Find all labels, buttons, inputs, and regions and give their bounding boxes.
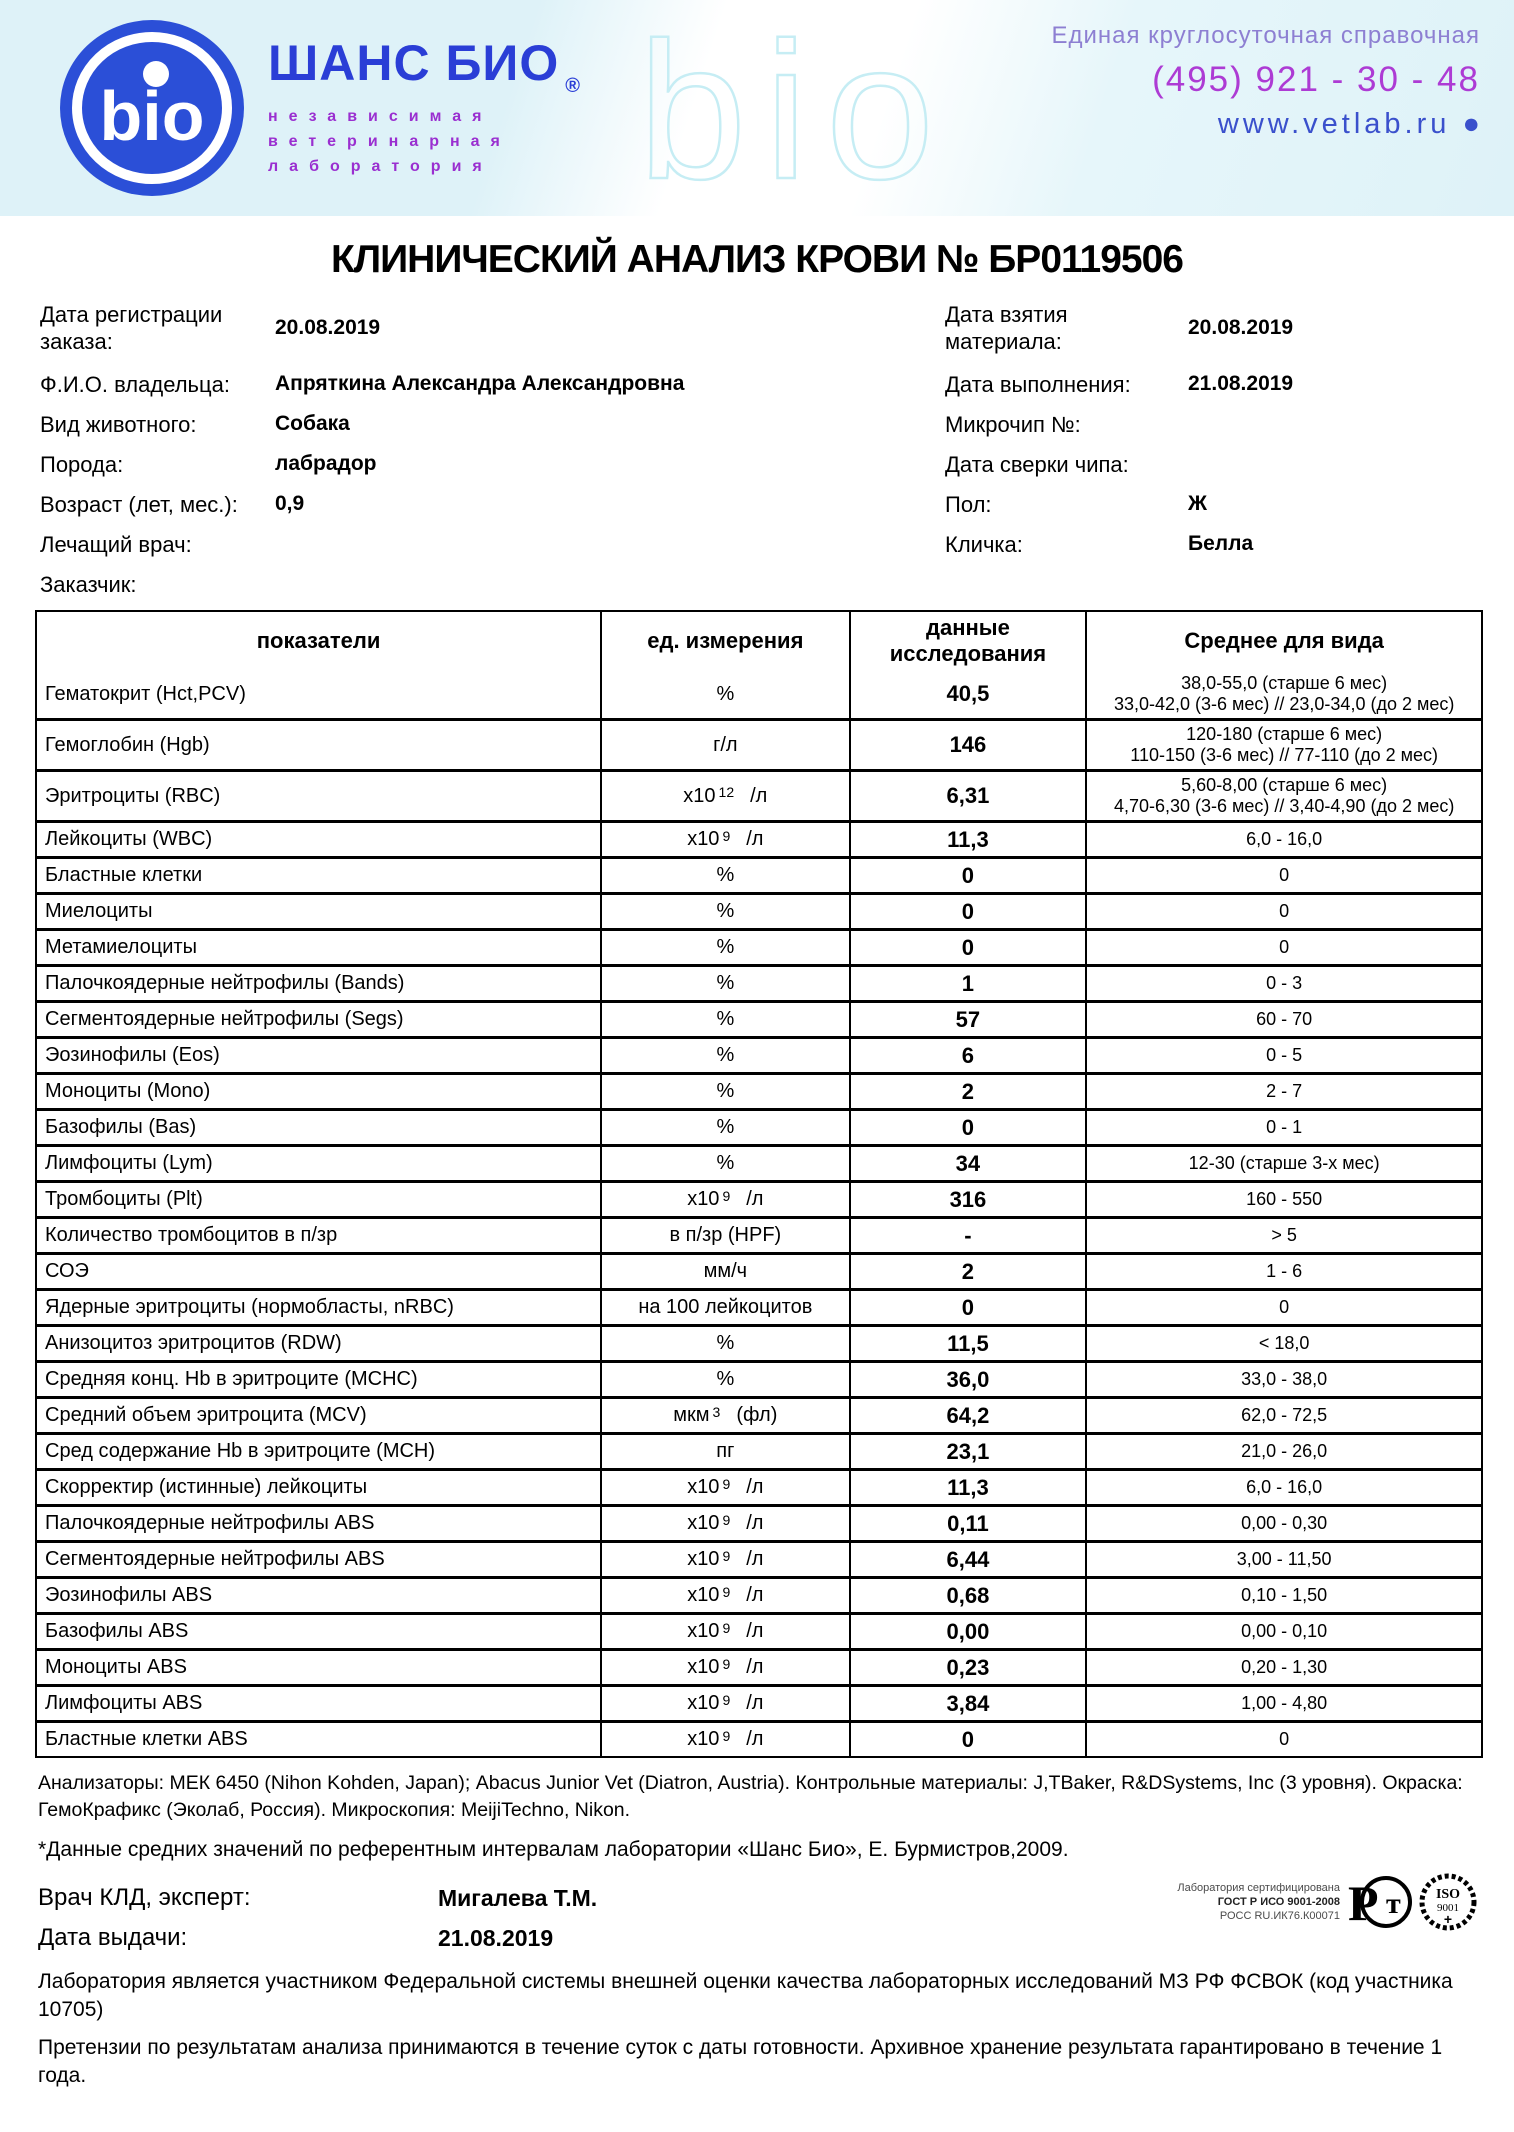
result-value-cell: 1 (849, 967, 1086, 1000)
reference-range-cell: 21,0 - 26,0 (1085, 1435, 1481, 1468)
indicator-name-cell: Базофилы ABS (45, 1620, 189, 1642)
indicator-name-cell: Сред содержание Hb в эритроците (MCH) (45, 1440, 436, 1462)
result-value-cell: 0,23 (849, 1651, 1086, 1684)
unit-cell: % (600, 1327, 848, 1360)
reference-range-cell: 6,0 - 16,0 (1085, 1471, 1481, 1504)
reference-range-cell: 3,00 - 11,50 (1085, 1543, 1481, 1576)
table-row (37, 1360, 1481, 1396)
info-value: Апряткина Александра Александровна (275, 372, 685, 395)
indicator-name-cell: СОЭ (45, 1260, 89, 1282)
indicator-name-cell: Эозинофилы ABS (45, 1584, 213, 1606)
indicator-name-cell: Метамиелоциты (45, 936, 197, 958)
indicator-name-cell: Эритроциты (RBC) (45, 784, 221, 807)
analyzers-note: Анализаторы: МЕК 6450 (Nihon Kohden, Japan); Abacus Junior Vet (Diatron, Austria). Контрольные материалы: J,TBaker, R&DSystems, Inc (3 уровня). Окраска: ГемоКрафикс (Эколаб, Россия). Микроскопия: MeijiTechno, Nikon. (38, 1772, 1463, 1821)
reference-range-cell: < 18,0 (1085, 1327, 1481, 1360)
info-row (40, 364, 945, 404)
header-banner (0, 0, 1514, 216)
result-value-cell: 34 (849, 1147, 1086, 1180)
reference-range-cell: 62,0 - 72,5 (1085, 1399, 1481, 1432)
table-row (37, 1720, 1481, 1756)
website-link: www.vetlab.ru ● (1217, 108, 1480, 140)
info-label: Кличка: (945, 531, 1023, 557)
table-row (37, 1540, 1481, 1576)
header-units: ед. измерения (600, 612, 848, 670)
table-row (37, 769, 1481, 820)
tagline-line: ветеринарная (268, 133, 511, 150)
fsvok-participation-note: Лаборатория является участником Федеральной системы внешней оценки качества лабораторных исследований МЗ РФ ФСВОК (код участника 10705) (38, 1970, 1453, 2021)
info-row (945, 404, 1484, 444)
info-value: Собака (275, 412, 350, 435)
doctor-name: Мигалева Т.М. (438, 1884, 598, 1911)
info-label: Дата сверки чипа: (945, 451, 1129, 477)
result-value-cell: 146 (849, 721, 1086, 769)
result-value-cell: 0 (849, 895, 1086, 928)
info-value: 20.08.2019 (275, 316, 381, 339)
table-row (37, 1504, 1481, 1540)
reference-range-cell: > 5 (1085, 1219, 1481, 1252)
result-value-cell: 57 (849, 1003, 1086, 1036)
result-value-cell: 11,3 (849, 823, 1086, 856)
indicator-name-cell: Моноциты (Mono) (45, 1080, 211, 1102)
indicator-name-cell: Скорректир (истинные) лейкоциты (45, 1476, 368, 1498)
info-value: Белла (1188, 532, 1254, 555)
info-label: Дата взятия материала: (945, 302, 1068, 354)
patient-info-section (0, 282, 1514, 604)
result-value-cell: 316 (849, 1183, 1086, 1216)
result-value-cell: 3,84 (849, 1687, 1086, 1720)
table-body (37, 670, 1481, 1756)
claims-storage-note: Претензии по результатам анализа принимаются в течение суток с даты готовности. Архивное хранение результата гарантировано в течение 1 года. (38, 2036, 1443, 2087)
unit-cell: % (600, 1039, 848, 1072)
reference-range-cell: 6,0 - 16,0 (1085, 823, 1481, 856)
indicator-name-cell: Гемоглобин (Hgb) (45, 733, 210, 756)
result-value-cell: 2 (849, 1255, 1086, 1288)
reference-range-cell: 0 - 1 (1085, 1111, 1481, 1144)
indicator-name-cell: Ядерные эритроциты (нормобласты, nRBC) (45, 1296, 454, 1318)
table-row (37, 1612, 1481, 1648)
reference-range-cell: 2 - 7 (1085, 1075, 1481, 1108)
reference-range-cell: 0,10 - 1,50 (1085, 1579, 1481, 1612)
result-value-cell: 11,3 (849, 1471, 1086, 1504)
cert-line: Лаборатория сертифицирована (1177, 1882, 1340, 1894)
unit-cell: х10 $^9$ /л (600, 1615, 848, 1648)
indicator-name-cell: Палочкоядерные нейтрофилы (Bands) (45, 972, 405, 994)
info-label: Дата регистрации заказа: (40, 302, 223, 354)
reference-range-cell: 0 - 3 (1085, 967, 1481, 1000)
table-header-row (37, 612, 1481, 670)
brand-tagline (268, 104, 580, 179)
svg-text:Р: Р (1348, 1875, 1379, 1931)
table-row (37, 1108, 1481, 1144)
indicator-name-cell: Тромбоциты (Plt) (45, 1188, 203, 1210)
info-row (40, 524, 945, 564)
table-row (37, 1000, 1481, 1036)
result-value-cell: 0 (849, 1291, 1086, 1324)
info-row (40, 404, 945, 444)
unit-cell: мм/ч (600, 1255, 848, 1288)
table-row (37, 1144, 1481, 1180)
indicator-name-cell: Гематокрит (Hct,PCV) (45, 682, 246, 705)
svg-text:+: + (1443, 1911, 1453, 1927)
reference-range-cell: 0,00 - 0,30 (1085, 1507, 1481, 1540)
reference-range-cell: 0 - 5 (1085, 1039, 1481, 1072)
indicator-name-cell: Средняя конц. Hb в эритроците (MCHC) (45, 1368, 418, 1390)
cert-line: РОСС RU.ИК76.К00071 (1219, 1910, 1340, 1922)
unit-cell: х10 $^9$ /л (600, 1579, 848, 1612)
indicator-name-cell: Базофилы (Bas) (45, 1116, 197, 1138)
result-value-cell: 64,2 (849, 1399, 1086, 1432)
info-label: Порода: (40, 451, 124, 477)
reference-range-cell: 0 (1085, 1723, 1481, 1756)
page-title: КЛИНИЧЕСКИЙ АНАЛИЗ КРОВИ № БР0119506 (330, 238, 1183, 281)
result-value-cell: 2 (849, 1075, 1086, 1108)
result-value-cell: 11,5 (849, 1327, 1086, 1360)
info-row (945, 292, 1484, 364)
result-value-cell: 0 (849, 1111, 1086, 1144)
tagline-line: лаборатория (268, 158, 493, 175)
info-label: Пол: (945, 491, 992, 517)
unit-cell: пг (600, 1435, 848, 1468)
brand-name: ШАНС БИО (268, 35, 560, 91)
result-value-cell: 0,00 (849, 1615, 1086, 1648)
certification-block (1177, 1872, 1478, 1932)
table-row (37, 856, 1481, 892)
unit-cell: % (600, 895, 848, 928)
indicator-name-cell: Эозинофилы (Eos) (45, 1044, 220, 1066)
table-row (37, 964, 1481, 1000)
reference-range-cell: 120-180 (старше 6 мес) 110-150 (3-6 мес) // 77-110 (до 2 мес) (1085, 721, 1481, 769)
result-value-cell: 0,68 (849, 1579, 1086, 1612)
info-row (40, 292, 945, 364)
rst-certification-stamp-icon (1346, 1872, 1412, 1932)
indicator-name-cell: Сегментоядерные нейтрофилы (Segs) (45, 1008, 404, 1030)
reference-range-cell: 0 (1085, 859, 1481, 892)
unit-cell: % (600, 670, 848, 718)
unit-cell: х10 $^9$ /л (600, 1183, 848, 1216)
issue-date-value: 21.08.2019 (438, 1924, 554, 1951)
result-value-cell: 0 (849, 859, 1086, 892)
brand-block (268, 35, 580, 179)
unit-cell: х10 $^9$ /л (600, 1543, 848, 1576)
unit-cell: х10 $^9$ /л (600, 1723, 848, 1756)
contact-block (1051, 22, 1480, 141)
info-label: Лечащий врач: (40, 531, 192, 557)
info-row (945, 484, 1484, 524)
reference-range-cell: 33,0 - 38,0 (1085, 1363, 1481, 1396)
unit-cell: % (600, 931, 848, 964)
indicator-name-cell: Миелоциты (45, 900, 153, 922)
info-label: Заказчик: (40, 571, 137, 597)
reference-range-cell: 0,20 - 1,30 (1085, 1651, 1481, 1684)
indicator-name-cell: Лимфоциты ABS (45, 1692, 203, 1714)
info-label: Возраст (лет, мес.): (40, 491, 238, 517)
info-row (945, 524, 1484, 564)
info-value: 0,9 (275, 492, 305, 515)
reference-source-note: *Данные средних значений по референтным интервалам лаборатории «Шанс Био», Е. Бурмистров,2009. (38, 1838, 1069, 1861)
header-results: данные исследования (849, 612, 1086, 670)
reference-range-cell: 1,00 - 4,80 (1085, 1687, 1481, 1720)
table-row (37, 1036, 1481, 1072)
reference-range-cell: 0,00 - 0,10 (1085, 1615, 1481, 1648)
unit-cell: мкм $^3$ (фл) (600, 1399, 848, 1432)
info-label: Дата выполнения: (945, 371, 1131, 397)
reference-range-cell: 60 - 70 (1085, 1003, 1481, 1036)
patient-info-right-column (945, 292, 1484, 604)
iso-9001-stamp-icon (1418, 1872, 1478, 1932)
info-row (945, 444, 1484, 484)
result-value-cell: 23,1 (849, 1435, 1086, 1468)
info-value: лабрадор (275, 452, 377, 475)
hotline-text: Единая круглосуточная справочная (1051, 22, 1480, 49)
table-row (37, 1216, 1481, 1252)
reference-range-cell: 0 (1085, 931, 1481, 964)
table-row (37, 1648, 1481, 1684)
svg-text:9001: 9001 (1437, 1902, 1459, 1914)
reference-range-cell: 5,60-8,00 (старше 6 мес) 4,70-6,30 (3-6 мес) // 3,40-4,90 (до 2 мес) (1085, 772, 1481, 820)
info-row (40, 484, 945, 524)
unit-cell: в п/зр (HPF) (600, 1219, 848, 1252)
reference-range-cell: 38,0-55,0 (старше 6 мес) 33,0-42,0 (3-6 мес) // 23,0-34,0 (до 2 мес) (1085, 670, 1481, 718)
unit-cell: % (600, 1075, 848, 1108)
info-value: Ж (1188, 492, 1207, 515)
signature-section (38, 1875, 1478, 1958)
unit-cell: % (600, 859, 848, 892)
phone-number: (495) 921 - 30 - 48 (1152, 60, 1480, 99)
unit-cell: х10 $^9$ /л (600, 1507, 848, 1540)
unit-cell: % (600, 1111, 848, 1144)
unit-cell: на 100 лейкоцитов (600, 1291, 848, 1324)
results-table (35, 610, 1483, 1758)
table-row (37, 1576, 1481, 1612)
indicator-name-cell: Сегментоядерные нейтрофилы ABS (45, 1548, 385, 1570)
registered-mark: ® (565, 75, 580, 97)
indicator-name-cell: Количество тромбоцитов в п/зр (45, 1224, 338, 1246)
indicator-name-cell: Моноциты ABS (45, 1656, 187, 1678)
tagline-line: независимая (268, 108, 493, 125)
doctor-label: Врач КЛД, эксперт: (38, 1884, 251, 1911)
unit-cell: х10 $^9$ /л (600, 823, 848, 856)
unit-cell: х10 $^{12}$ /л (600, 772, 848, 820)
result-value-cell: 6 (849, 1039, 1086, 1072)
reference-range-cell: 12-30 (старше 3-х мес) (1085, 1147, 1481, 1180)
indicator-name-cell: Средний объем эритроцита (MCV) (45, 1404, 367, 1426)
table-row (37, 718, 1481, 769)
table-row (37, 1324, 1481, 1360)
svg-text:bio: bio (99, 77, 205, 155)
table-row (37, 1180, 1481, 1216)
info-label: Ф.И.О. владельца: (40, 371, 230, 397)
indicator-name-cell: Лимфоциты (Lym) (45, 1152, 213, 1174)
website-bullet-icon: ● (1462, 108, 1480, 140)
info-label: Вид животного: (40, 411, 197, 437)
svg-text:ISO: ISO (1435, 1887, 1461, 1902)
shans-bio-logo-icon (52, 16, 252, 200)
table-row (37, 1468, 1481, 1504)
issue-date-label: Дата выдачи: (38, 1924, 188, 1951)
svg-text:т: т (1386, 1887, 1401, 1920)
info-row (945, 364, 1484, 404)
unit-cell: % (600, 1003, 848, 1036)
table-row (37, 820, 1481, 856)
table-row (37, 670, 1481, 718)
unit-cell: х10 $^9$ /л (600, 1471, 848, 1504)
unit-cell: % (600, 1147, 848, 1180)
unit-cell: % (600, 967, 848, 1000)
table-row (37, 892, 1481, 928)
indicator-name-cell: Бластные клетки (45, 864, 203, 886)
result-value-cell: 0 (849, 931, 1086, 964)
indicator-name-cell: Анизоцитоз эритроцитов (RDW) (45, 1332, 342, 1354)
bio-watermark-icon (630, 0, 970, 212)
unit-cell: х10 $^9$ /л (600, 1651, 848, 1684)
result-value-cell: 6,31 (849, 772, 1086, 820)
result-value-cell: 0 (849, 1723, 1086, 1756)
reference-range-cell: 0 (1085, 1291, 1481, 1324)
table-row (37, 1252, 1481, 1288)
unit-cell: х10 $^9$ /л (600, 1687, 848, 1720)
result-value-cell: 40,5 (849, 670, 1086, 718)
info-value: 21.08.2019 (1188, 372, 1294, 395)
indicator-name-cell: Лейкоциты (WBC) (45, 828, 213, 850)
table-row (37, 1072, 1481, 1108)
cert-line: ГОСТ Р ИСО 9001-2008 (1217, 1896, 1340, 1908)
indicator-name-cell: Палочкоядерные нейтрофилы ABS (45, 1512, 375, 1534)
header-indicators: показатели (256, 628, 381, 653)
header-reference: Среднее для вида (1085, 612, 1481, 670)
info-row (40, 444, 945, 484)
svg-text:bio: bio (638, 2, 953, 212)
info-label: Микрочип №: (945, 411, 1081, 437)
info-row (40, 564, 945, 604)
table-row (37, 1396, 1481, 1432)
result-value-cell: 6,44 (849, 1543, 1086, 1576)
patient-info-left-column (40, 292, 945, 604)
reference-range-cell: 160 - 550 (1085, 1183, 1481, 1216)
certification-text (1177, 1881, 1340, 1923)
indicator-name-cell: Бластные клетки ABS (45, 1728, 248, 1750)
reference-range-cell: 0 (1085, 895, 1481, 928)
reference-range-cell: 1 - 6 (1085, 1255, 1481, 1288)
unit-cell: % (600, 1363, 848, 1396)
unit-cell: г/л (600, 721, 848, 769)
result-value-cell: 0,11 (849, 1507, 1086, 1540)
table-row (37, 928, 1481, 964)
info-value: 20.08.2019 (1188, 316, 1294, 339)
table-row (37, 1288, 1481, 1324)
result-value-cell: - (849, 1219, 1086, 1252)
table-row (37, 1684, 1481, 1720)
table-row (37, 1432, 1481, 1468)
result-value-cell: 36,0 (849, 1363, 1086, 1396)
